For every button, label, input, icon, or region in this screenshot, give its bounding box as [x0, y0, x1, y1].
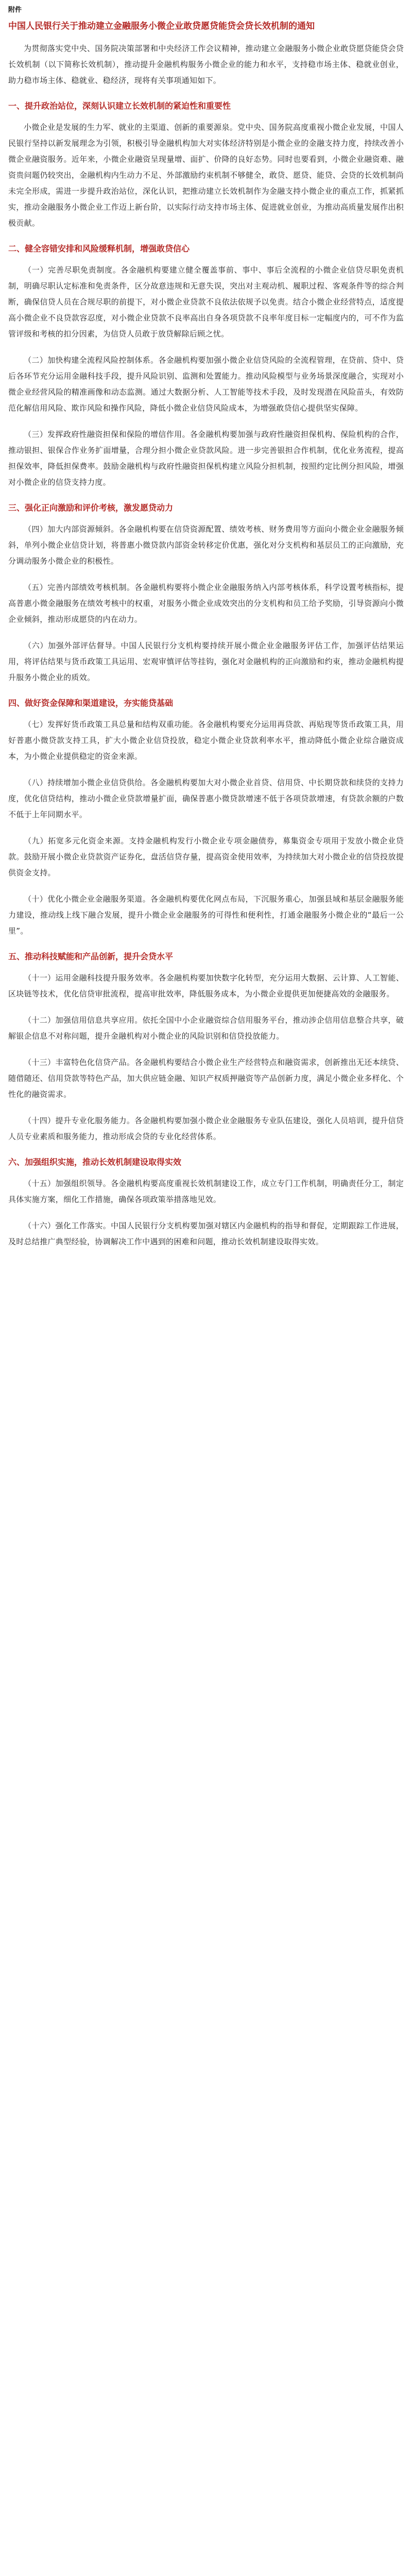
- section-paragraph: （二）加快构建全流程风险控制体系。各金融机构要加强小微企业信贷风险的全流程管理，在贷前、贷中、贷后各环节充分运用金融科技手段，提升风险识别、监测和处置能力。推动风险模型与业务场景深度融合，实现对小微企业经营风险的精准画像和动态监测。通过大数据分析、人工智能等技术手段，及时发现潜在风险苗头，有效防范化解信用风险、欺诈风险和操作风险，降低小微企业信贷风险成本，为增强敢贷信心提供坚实保障。: [8, 355, 404, 413]
- section-paragraph: （十二）加强信用信息共享应用。依托全国中小企业融资综合信用服务平台，推动涉企信用信息整合共享，破解银企信息不对称问题，提升金融机构对小微企业的风险识别和信贷投放能力。: [8, 1015, 404, 1041]
- section-heading: 三、强化正向激励和评价考核，激发愿贷动力: [8, 503, 174, 513]
- section-paragraph: （三）发挥政府性融资担保和保险的增信作用。各金融机构要加强与政府性融资担保机构、保险机构的合作，推动银担、银保合作业务扩面增量，合理分担小微企业贷款风险。进一步完善银担合作机制，优化业务流程，提高担保效率，降低担保费率。鼓励金融机构与政府性融资担保机构建立风险分担机制，按照约定比例分担风险，增强对小微企业的信贷支持力度。: [8, 430, 404, 487]
- section-paragraph: （十六）强化工作落实。中国人民银行分支机构要加强对辖区内金融机构的指导和督促，定期跟踪工作进展，及时总结推广典型经验，协调解决工作中遇到的困难和问题，推动长效机制建设取得实效。: [8, 1221, 404, 1246]
- sections-container: [8, 99, 404, 1250]
- section-paragraph: （十）优化小微企业金融服务渠道。各金融机构要优化网点布局，下沉服务重心，加强县域和基层金融服务能力建设，推动线上线下融合发展，提升小微企业金融服务的可得性和便利性，打通金融服务小微企业的“最后一公里”。: [8, 894, 404, 936]
- section-paragraph: 小微企业是发展的生力军、就业的主渠道、创新的重要源泉。党中央、国务院高度重视小微企业发展，中国人民银行坚持以新发展理念为引领，积极引导金融机构加大对实体经济特别是小微企业的金融支持力度，持续改善小微企业融资服务。近年来，小微企业融资呈现量增、面扩、价降的良好态势。同时也要看到，小微企业融资难、融资贵问题仍较突出，金融机构内生动力不足、外部激励约束机制不够健全，敢贷、愿贷、能贷、会贷的长效机制尚未完全形成，需进一步提升政治站位，深化认识，把推动建立长效机制作为金融支持小微企业的重点工作，抓紧抓实，推动金融服务小微企业工作迈上新台阶，以实际行动支持市场主体、促进就业创业，为推动高质量发展作出积极贡献。: [8, 123, 404, 228]
- section-paragraph: （四）加大内部资源倾斜。各金融机构要在信贷资源配置、绩效考核、财务费用等方面向小微企业金融服务倾斜，单列小微企业信贷计划，将普惠小微贷款内部资金转移定价优惠，强化对分支机构和基层员工的正向激励，充分调动服务小微企业的积极性。: [8, 524, 404, 566]
- document-title: 中国人民银行关于推动建立金融服务小微企业敢贷愿贷能贷会贷长效机制的通知: [8, 21, 315, 31]
- section-paragraph: （十四）提升专业化服务能力。各金融机构要加强小微企业金融服务专业队伍建设，强化人员培训，提升信贷人员专业素质和服务能力，推动形成会贷的专业化经营体系。: [8, 1116, 404, 1141]
- section-paragraph: （十一）运用金融科技提升服务效率。各金融机构要加快数字化转型，充分运用大数据、云计算、人工智能、区块链等技术，优化信贷审批流程，提高审批效率，降低服务成本，为小微企业提供更加便捷高效的金融服务。: [8, 973, 404, 998]
- attachment-label: 附件: [8, 6, 22, 14]
- section-paragraph: （九）拓宽多元化资金来源。支持金融机构发行小微企业专项金融债券，募集资金专项用于发放小微企业贷款。鼓励开展小微企业贷款资产证券化，盘活信贷存量，提高资金使用效率，为持续加大对小微企业的信贷投放提供资金支持。: [8, 836, 404, 877]
- section-paragraph: （一）完善尽职免责制度。各金融机构要建立健全覆盖事前、事中、事后全流程的小微企业信贷尽职免责机制，明确尽职认定标准和免责条件，区分故意违规和无意失误，突出对主观动机、履职过程、客观条件等的综合判断，确保信贷人员在合规尽职的前提下，对小微企业贷款不良依法依规予以免责。结合小微企业经营特点，适度提高小微企业不良贷款容忍度，对小微企业贷款不良率高出自身各项贷款不良率年度目标一定幅度内的，可不作为监管评级和考核的扣分因素，为信贷人员敢于放贷解除后顾之忧。: [8, 265, 404, 338]
- section-heading: 六、加强组织实施，推动长效机制建设取得实效: [8, 1157, 182, 1167]
- intro-paragraph: 为贯彻落实党中央、国务院决策部署和中央经济工作会议精神，推动建立金融服务小微企业敢贷愿贷能贷会贷长效机制（以下简称长效机制），推动提升金融机构服务小微企业的能力和水平，支持稳市场主体、稳就业创业，助力稳市场主体、稳就业、稳经济，现将有关事项通知如下。: [8, 44, 404, 85]
- section-heading: 二、健全容错安排和风险缓释机制，增强敢贷信心: [8, 244, 190, 253]
- section-paragraph: （八）持续增加小微企业信贷供给。各金融机构要加大对小微企业首贷、信用贷、中长期贷款和续贷的支持力度，优化信贷结构，推动小微企业贷款增量扩面，确保普惠小微贷款增速不低于各项贷款增速，有贷款余额的户数不低于上年同期水平。: [8, 778, 404, 819]
- section-heading: 一、提升政治站位，深刻认识建立长效机制的紧迫性和重要性: [8, 101, 231, 111]
- section-paragraph: （六）加强外部评估督导。中国人民银行分支机构要持续开展小微企业金融服务评估工作，加强评估结果运用，将评估结果与货币政策工具运用、宏观审慎评估等挂钩，强化对金融机构的正向激励和约束，推动金融机构提升服务小微企业的质效。: [8, 641, 404, 682]
- section-paragraph: （十五）加强组织领导。各金融机构要高度重视长效机制建设工作，成立专门工作机制，明确责任分工，制定具体实施方案，细化工作措施，确保各项政策举措落地见效。: [8, 1179, 404, 1204]
- section-paragraph: （十三）丰富特色化信贷产品。各金融机构要结合小微企业生产经营特点和融资需求，创新推出无还本续贷、随借随还、信用贷款等特色产品，加大供应链金融、知识产权质押融资等产品创新力度，满足小微企业多样化、个性化的融资需求。: [8, 1058, 404, 1099]
- document-page: [0, 0, 412, 1273]
- section-heading: 五、推动科技赋能和产品创新，提升会贷水平: [8, 952, 174, 961]
- section-paragraph: （五）完善内部绩效考核机制。各金融机构要将小微企业金融服务纳入内部考核体系，科学设置考核指标，提高普惠小微金融服务在绩效考核中的权重，对服务小微企业成效突出的分支机构和员工给予奖励，引导资源向小微企业倾斜，推动形成愿贷的内在动力。: [8, 583, 404, 624]
- section-heading: 四、做好资金保障和渠道建设，夯实能贷基础: [8, 698, 174, 708]
- section-paragraph: （七）发挥好货币政策工具总量和结构双重功能。各金融机构要充分运用再贷款、再贴现等货币政策工具，用好普惠小微贷款支持工具，扩大小微企业信贷投放，稳定小微企业贷款利率水平，推动降低小微企业综合融资成本，为小微企业提供稳定的资金来源。: [8, 720, 404, 761]
